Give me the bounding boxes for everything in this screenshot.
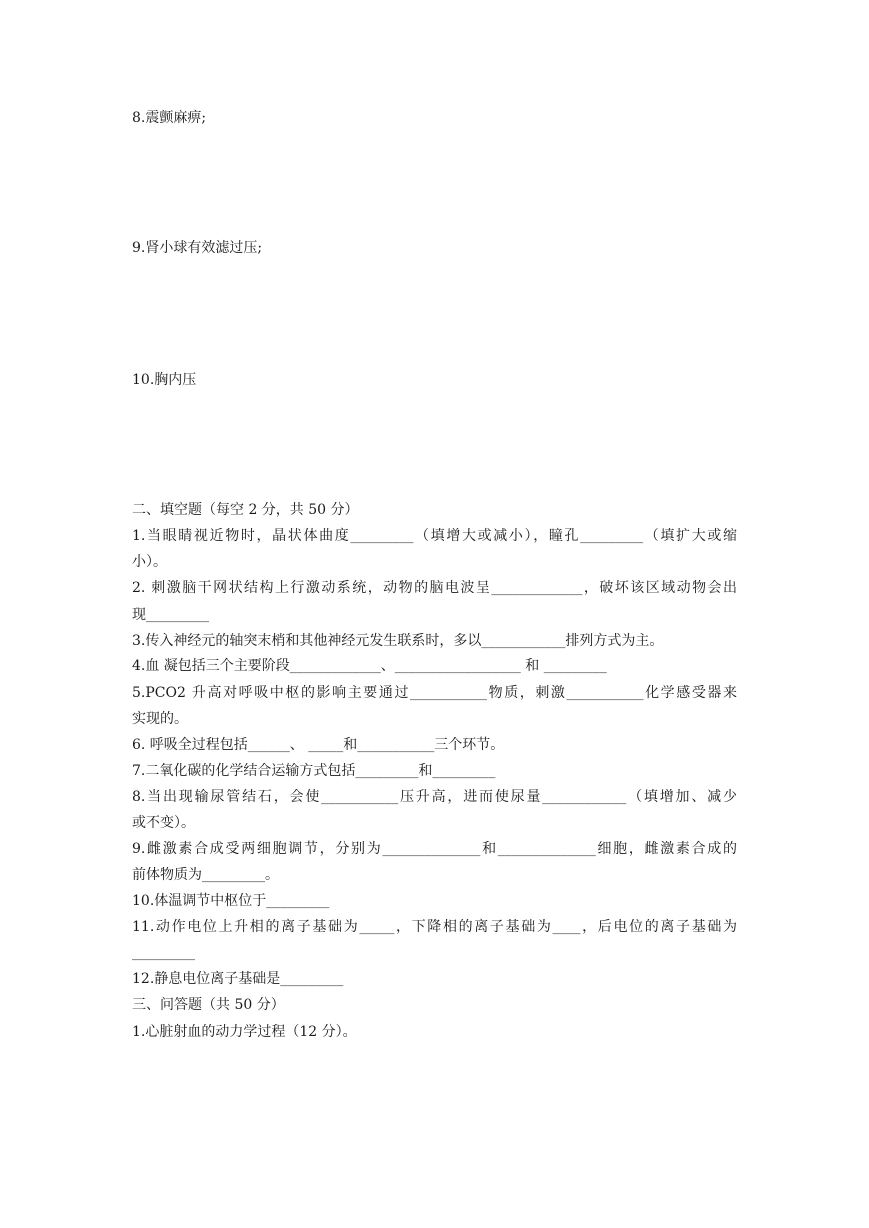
fill-blank-q5-line2: 实现的。 xyxy=(132,711,188,727)
definition-item-10: 10.胸内压 xyxy=(132,372,197,388)
fill-blank-q2-line1: 2. 刺激脑干网状结构上行激动系统，动物的脑电波呈_____________，破坏该区域动物会出 xyxy=(132,580,737,596)
fill-blank-q11-line1: 11.动作电位上升相的离子基础为_____，下降相的离子基础为____，后电位的离子基础为 xyxy=(132,919,737,935)
fill-blank-q9-line2: 前体物质为_________。 xyxy=(132,867,279,883)
fill-blank-q9-line1: 9.雌激素合成受两细胞调节，分别为______________和______________细胞，雌激素合成的 xyxy=(132,841,737,857)
section-heading-essay: 三、问答题（共 50 分） xyxy=(132,997,285,1013)
definition-item-8: 8.震颤麻痹; xyxy=(132,110,207,126)
fill-blank-q12: 12.静息电位离子基础是_________ xyxy=(132,971,344,987)
fill-blank-q2-line2: 现_________ xyxy=(132,607,209,623)
section-heading-fill-blank: 二、填空题（每空 2 分，共 50 分） xyxy=(132,502,359,518)
fill-blank-q1-line2: 小）。 xyxy=(132,554,167,570)
fill-blank-q8-line2: 或不变）。 xyxy=(132,815,195,831)
fill-blank-q11-line2: _________ xyxy=(132,945,195,961)
fill-blank-q7: 7.二氧化碳的化学结合运输方式包括_________和_________ xyxy=(132,763,496,779)
fill-blank-q10: 10.体温调节中枢位于_________ xyxy=(132,893,330,909)
fill-blank-q4: 4.血 凝包括三个主要阶段_____________、__________________ 和 _________ xyxy=(132,658,607,674)
fill-blank-q1-line1: 1.当眼睛视近物时，晶状体曲度_________（填增大或减小），瞳孔_________（填扩大或缩 xyxy=(132,528,737,544)
fill-blank-q5-line1: 5.PCO2 升高对呼吸中枢的影响主要通过___________物质，刺激___________化学感受器来 xyxy=(132,685,737,701)
fill-blank-q8-line1: 8.当出现输尿管结石，会使___________压升高，进而使尿量____________（填增加、减少 xyxy=(132,789,737,805)
fill-blank-q3: 3.传入神经元的轴突末梢和其他神经元发生联系时，多以____________排列方式为主。 xyxy=(132,633,664,649)
definition-item-9: 9.肾小球有效滤过压; xyxy=(132,240,263,256)
essay-question-1: 1.心脏射血的动力学过程（12 分）。 xyxy=(132,1024,357,1040)
fill-blank-q6: 6. 呼吸全过程包括______、 _____和___________三个环节。 xyxy=(132,737,505,753)
